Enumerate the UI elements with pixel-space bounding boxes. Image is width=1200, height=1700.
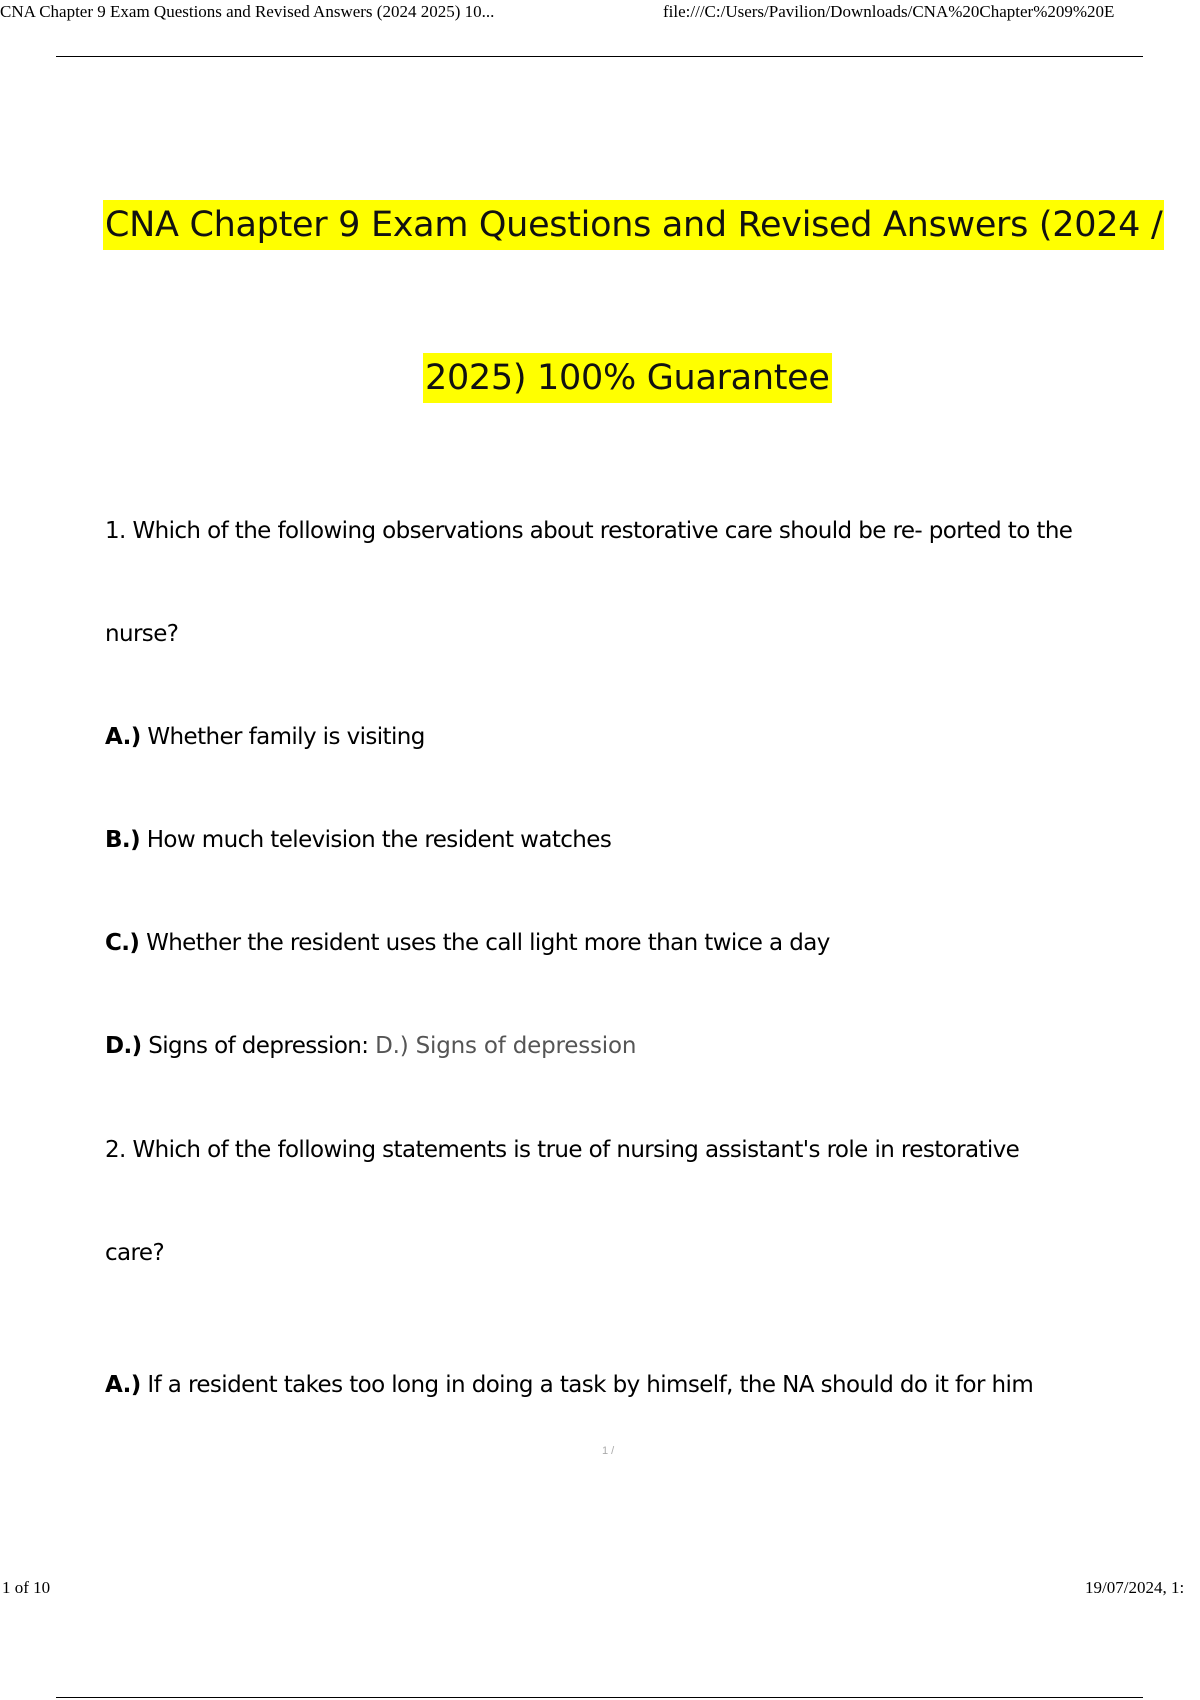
question-1-option-b xyxy=(105,827,611,853)
option-text: If a resident takes too long in doing a task by himself, the NA should do it for him xyxy=(147,1372,1034,1398)
option-text: Signs of depression: xyxy=(148,1033,369,1059)
question-text: Which of the following observations about restorative care should be re- ported to the xyxy=(132,518,1073,544)
question-2-line-2 xyxy=(105,1240,164,1266)
question-1-line-1 xyxy=(105,518,1072,544)
option-letter: C.) xyxy=(105,930,140,956)
question-2-option-a xyxy=(105,1372,1033,1398)
document-title-line-1: CNA Chapter 9 Exam Questions and Revised Answers (2024 / xyxy=(103,200,1164,250)
option-letter: B.) xyxy=(105,827,140,853)
header-divider xyxy=(56,56,1143,57)
print-header-url: file:///C:/Users/Pavilion/Downloads/CNA%20Chapter%209%20E xyxy=(663,2,1115,21)
question-number: 2. xyxy=(105,1137,126,1163)
page-marker: 1 / xyxy=(602,1445,615,1457)
option-letter: A.) xyxy=(105,724,141,750)
question-1-option-c xyxy=(105,930,830,956)
question-text: Which of the following statements is true of nursing assistant's role in restorative xyxy=(132,1137,1020,1163)
print-footer-datetime: 19/07/2024, 1: xyxy=(1085,1578,1185,1597)
document-title-line-2: 2025) 100% Guarantee xyxy=(423,353,832,403)
option-letter: D.) xyxy=(105,1033,142,1059)
question-1-option-d xyxy=(105,1033,636,1059)
question-text-continued: care? xyxy=(105,1240,165,1266)
print-header-title: CNA Chapter 9 Exam Questions and Revised Answers (2024 2025) 10... xyxy=(0,2,495,21)
question-1-option-a xyxy=(105,724,425,750)
option-text: Whether family is visiting xyxy=(147,724,425,750)
question-number: 1. xyxy=(105,518,126,544)
answer-text: D.) Signs of depression xyxy=(375,1033,637,1059)
question-2-line-1 xyxy=(105,1137,1019,1163)
option-text: Whether the resident uses the call light more than twice a day xyxy=(146,930,830,956)
question-1-line-2 xyxy=(105,621,178,647)
print-footer-page-count: 1 of 10 xyxy=(2,1578,51,1597)
footer-divider xyxy=(56,1697,1143,1698)
question-text-continued: nurse? xyxy=(105,621,179,647)
option-text: How much television the resident watches xyxy=(146,827,612,853)
option-letter: A.) xyxy=(105,1372,141,1398)
